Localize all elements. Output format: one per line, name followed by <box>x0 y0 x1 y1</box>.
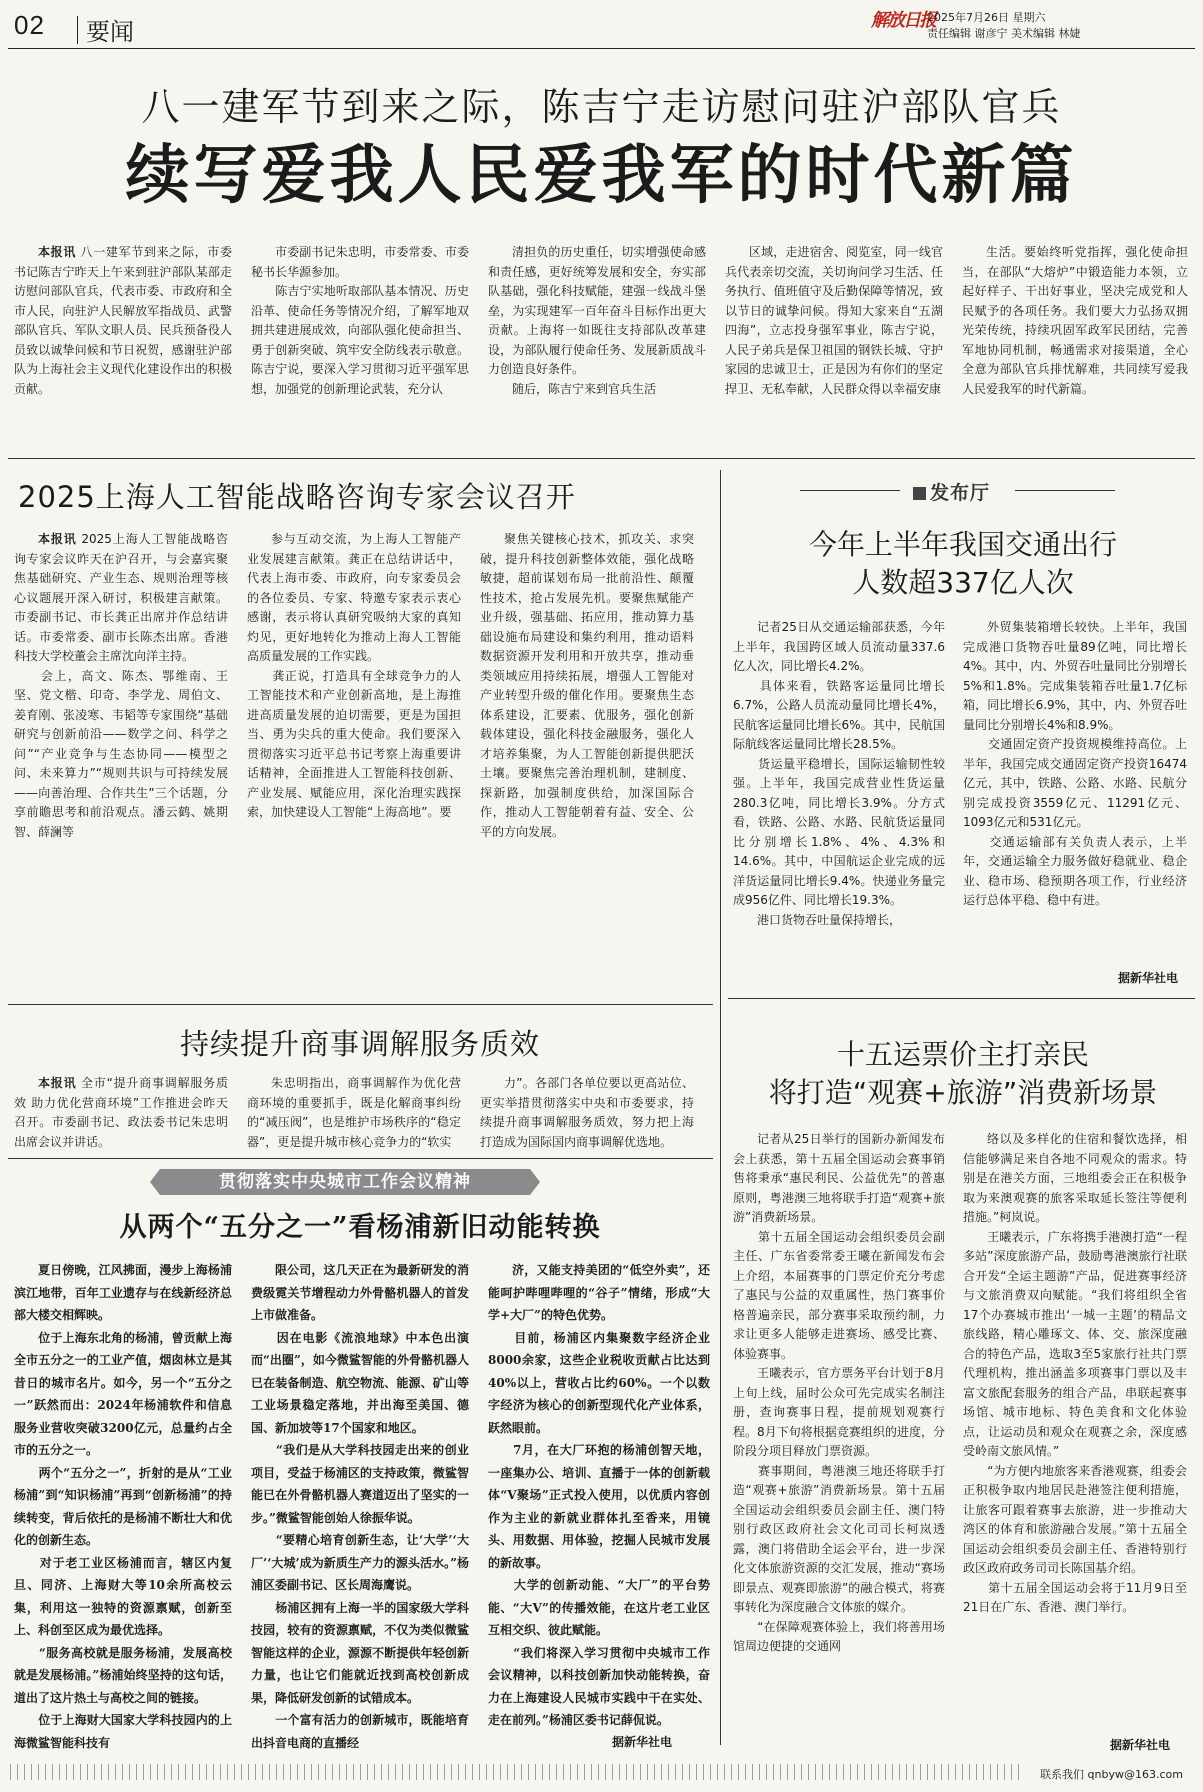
games-col-2: 络以及多样化的住宿和餐饮选择，相信能够满足来自各地不同观众的需求。特别是在港关方面，三地组委会正在积极争取为来澳观赛的旅客采取延长签注等便利措施。”柯岚说。 王曦表示，广东将携手港澳打造“一程多站”深度旅游产品，鼓励粤港澳旅行社联合开发“全运主题游”产品，促进赛事经济与文旅消费双向赋能。“我们将组织全省17个办赛城市推出‘一城一主题’的精品文旅线路，精心雕琢文、体、交、旅深度融合的特色产品，选取3至5家旅行社共门票代理机构，推出涵盖多项赛事门票以及丰富文旅配套服务的组合产品，串联起赛事场馆、城市地标、特色美食和文化体验点，让运动员和观众在观赛之余，深度感受岭南文旅风情。” “为方便内地旅客来香港观赛，组委会正积极争取内地居民赴港签注便利措施，让旅客可跟着赛事去旅游，进一步推动大湾区的体育和旅游融合发展。”第十五届全国运动会组织委员会副主任、香港特别行政区政府政务司司长陈国基介绍。 第十五届全国运动会将于11月9日至21日在广东、香港、澳门举行。 <box>963 1132 1187 1614</box>
lead-col-4: 区域，走进宿舍、阅览室，同一线官兵代表亲切交流，关切询问学习生活、任务执行、值班值守及后勤保障等情况，致以节日的诚挚问候。得知大家来自“五湖四海”，立志投身强军事业，陈吉宁说，人民子弟兵是保卫祖国的钢铁长城、守护家园的忠诚卫士，正是因为有你们的坚定捍卫、无私奉献，人民群众得以幸福安康 <box>725 245 943 396</box>
mediation-headline: 持续提升商事调解服务质效 <box>179 1027 540 1061</box>
games-col-1: 记者从25日举行的国新办新闻发布会上获悉，第十五届全国运动会赛事销售将秉承“惠民利民、公益优先”的普惠原则，粤港澳三地将联手打造“观赛+旅游”消费新场景。 第十五届全国运动会组织委员会副主任、广东省委常委王曦在新闻发布会上介绍，本届赛事的门票定价充分考虑了惠民与公益的双重属性，热门赛事价格普遍亲民，部分赛事采取预约制，力求让更多人能够走进赛场、感受比赛、体验赛事。 王曦表示，官方票务平台计划于8月上旬上线，届时公众可先完成实名制注册，查询赛事日程，提前规划观赛行程。8月下旬将根据竞赛组织的进度，分阶段分项目释放门票资源。 赛事期间，粤港澳三地还将联手打造“观赛+旅游”消费新场景。第十五届全国运动会组织委员会副主任、澳门特别行政区政府社会文化司司长柯岚透露，澳门将借助全运会平台，进一步深化文体旅游资源的交汇发展，推动“赛场即景点、观赛即旅游”的融合模式，将赛事转化为深度融合文体旅的媒介。 “在保障观赛体验上，我们将善用场馆周边便捷的交通网 <box>733 1132 945 1653</box>
footer-contact: 联系我们 qnbyw@163.com <box>1040 1768 1183 1781</box>
transport-col-2: 外贸集装箱增长较快。上半年，我国完成港口货物吞吐量89亿吨，同比增长4%。其中，内、外贸吞吐量同比分别增长5%和1.8%。完成集装箱吞吐量1.7亿标箱，同比增长6.9%，其中，内、外贸吞吐量同比分别增长4%和8.9%。 交通固定资产投资规模维持高位。上半年，我国完成交通固定资产投资16474亿元，其中，铁路、公路、水路、民航分别完成投资3559亿元、11291亿元、1093亿元和531亿元。 交通运输部有关负责人表示，上半年，交通运输全力服务做好稳就业、稳企业、稳市场、稳预期各项工作，行业经济运行总体平稳、稳中有进。 <box>963 620 1187 907</box>
square-icon <box>913 487 926 500</box>
ai-headline: 2025上海人工智能战略咨询专家会议召开 <box>18 480 576 514</box>
header-separator <box>77 16 78 44</box>
mediation-bottom-rule <box>8 1158 713 1159</box>
section-name: 要闻 <box>86 18 134 46</box>
lead-headline: 续写爱我人民爱我军的时代新篇 <box>125 139 1078 213</box>
yangpu-headline: 从两个“五分之一”看杨浦新旧动能转换 <box>119 1212 601 1243</box>
fabu-rule-left <box>800 490 900 491</box>
column-divider <box>720 470 721 1745</box>
transport-headline-2: 人数超337亿人次 <box>852 566 1074 599</box>
lead-kicker: 八一建军节到来之际，陈吉宁走访慰问驻沪部队官兵 <box>141 85 1062 129</box>
footer-barcode <box>10 1764 1020 1780</box>
lead-col-2: 市委副书记朱忠明，市委常委、市委秘书长华源参加。 陈吉宁实地听取部队基本情况、历史沿革、使命任务等情况介绍，了解军地双拥共建进展成效，向部队强化使命担当、勇于创新突破、筑牢安全防线表示敬意。陈吉宁说，要深入学习贯彻习近平强军思想，加强党的创新理论武装，充分认 <box>251 245 469 396</box>
fabu-tag <box>913 478 990 505</box>
fabu-rule-right <box>1015 490 1115 491</box>
games-headline <box>728 1036 1198 1112</box>
series-banner: 贯彻落实中央城市工作会议精神 <box>160 1169 530 1195</box>
lead-col-5: 生活。要始终听党指挥，强化使命担当，在部队“大熔炉”中锻造能力本领，立起好样子、干出好事业，坚决完成党和人民赋予的各项任务。我们要大力弘扬双拥光荣传统，持续巩固军政军民团结，完善军地协同机制，畅通需求对接渠道，全心全意为部队官兵排忧解难，共同续写爱我人民爱我军的时代新篇。 <box>962 245 1188 396</box>
dateline <box>927 10 1081 42</box>
header-rule <box>8 48 1195 49</box>
transport-source: 据新华社电 <box>1118 971 1179 985</box>
yangpu-col-3: 济，又能支持美团的“低空外卖”，还能呵护哔哩哔哩的“谷子”情绪，形成“大学+大厂”的特色优势。 目前，杨浦区内集聚数字经济企业8000余家，这些企业税收贡献占比达到40%以上，营收占比约60%。一个以数字经济为核心的创新型现代化产业体系，跃然眼前。 7月，在大厂环抱的杨浦创智天地，一座集办公、培训、直播于一体的创新载体“V聚场”正式投入使用，以优质内容创作为主业的新就业群体扎至香来，用镜头、用数据、用体验，挖掘人民城市发展的新故事。 大学的创新动能、“大厂”的平台势能、“大V”的传播效能，在这片老工业区互相交织、彼此赋能。 “我们将深入学习贯彻中央城市工作会议精神，以科技创新加快动能转换，奋力在上海建设人民城市实践中干在实处、走在前列。”杨浦区委书记薛侃说。 <box>488 1263 710 1727</box>
ai-bottom-rule <box>8 1004 713 1005</box>
page-number: 02 <box>14 10 45 40</box>
ai-col-1: 本报讯 2025上海人工智能战略咨询专家会议昨天在沪召开，与会嘉宾聚焦基础研究、产业生态、规则治理等核心议题展开深入研讨，积极建言献策。市委副书记、市长龚正出席并作总结讲话。市委常委、副市长陈杰出席。香港科技大学校董会主席沈向洋主持。 会上，高文、陈杰、鄂维南、王坚、党文楷、印奇、李学龙、周伯文、姜育刚、张凌寒、韦韬等专家围绕“基础研究与创新前沿——数学之问、科学之问”“产业竞争与生态协同——模型之问、未来算力”“规则共识与可持续发展——向善治理、合作共生”三个话题，分享前瞻思考和前沿观点。潘云鹤、姚期智、薛澜等 <box>14 532 228 839</box>
transport-bottom-rule <box>728 998 1195 999</box>
ai-col-2: 参与互动交流，为上海人工智能产业发展建言献策。龚正在总结讲话中，代表上海市委、市政府，向专家委员会的各位委员、专家、特邀专家表示衷心感谢，表示将认真研究吸纳大家的真知灼见，更好地转化为推动上海人工智能高质量发展的工作实践。 龚正说，打造具有全球竞争力的人工智能技术和产业创新高地，是上海推进高质量发展的迫切需要，更是为国担当、勇为尖兵的重大使命。我们要深入贯彻落实习近平总书记考察上海重要讲话精神，全面推进人工智能科技创新、产业发展、赋能应用，深化治理实践探索，加快建设人工智能“上海高地”。要 <box>247 532 461 819</box>
games-headline-2: 将打造“观赛+旅游”消费新场景 <box>768 1076 1158 1109</box>
publish-date: 2025年7月26日 星期六 <box>927 11 1046 24</box>
lead-bottom-rule <box>8 458 1195 459</box>
transport-headline <box>728 526 1198 602</box>
games-headline-1: 十五运票价主打亲民 <box>836 1038 1089 1071</box>
mediation-col-1: 本报讯 全市“提升商事调解服务质效 助力优化营商环境”工作推进会昨天召开。市委副书记、政法委书记朱忠明出席会议并讲话。 <box>14 1076 228 1149</box>
mediation-col-3: 力”。各部门各单位要以更高站位、更实举措贯彻落实中央和市委要求，持续提升商事调解服务质效，努力把上海打造成为国际国内商事调解优选地。 <box>480 1076 694 1149</box>
yangpu-source: 据新华社电 <box>612 1735 673 1749</box>
lead-col-1: 本报讯 八一建军节到来之际，市委书记陈吉宁昨天上午来到驻沪部队某部走访慰问部队官兵，代表市委、市政府和全市人民，向驻沪人民解放军指战员、武警部队官兵、军队文职人员、民兵预备役人员致以诚挚问候和节日祝贺，感谢驻沪部队为上海社会主义现代化建设作出的积极贡献。 <box>14 245 232 396</box>
lead-col-3: 清担负的历史重任，切实增强使命感和责任感，更好统筹发展和安全，夯实部队基础，强化科技赋能，建强一线战斗堡垒，为实现建军一百年奋斗目标作出更大贡献。上海将一如既往支持部队改革建设，为部队履行使命任务、发展新质战斗力创造良好条件。 随后，陈吉宁来到官兵生活 <box>488 245 706 396</box>
editors-credit: 责任编辑 谢彦宁 美术编辑 林婕 <box>927 27 1081 40</box>
yangpu-col-2: 限公司，这几天正在为最新研发的消费级霓关节增程动力外骨骼机器人的首发上市做准备。 因在电影《流浪地球》中本色出演而“出圈”，如今微鲨智能的外骨骼机器人已在装备制造、航空物流、能源、矿山等工业场景稳定落地，并出海至美国、德国、新加坡等17个国家和地区。 “我们是从大学科技园走出来的创业项目，受益于杨浦区的支持政策，微鲨智能已在外骨骼机器人赛道迈出了坚实的一步。”微鲨智能创始人徐振华说。 “要精心培育创新生态，让‘大学’‘大厂’‘大城’成为新质生产力的源头活水。”杨浦区委副书记、区长周海鹰说。 杨浦区拥有上海一半的国家级大学科技园，较有的资源禀赋，不仅为类似微鲨智能这样的企业，源源不断提供年轻创新力量，也让它们能就近找到高校创新成果，降低研发创新的试错成本。 一个富有活力的创新城市，既能培育出抖音电商的直播经 <box>251 1263 469 1750</box>
fabu-label: 发布厅 <box>930 482 991 504</box>
games-source: 据新华社电 <box>1110 1738 1171 1752</box>
yangpu-col-1: 夏日傍晚，江风拂面，漫步上海杨浦滨江地带，百年工业遗存与在线新经济总部大楼交相辉映。 位于上海东北角的杨浦，曾贡献上海全市五分之一的工业产值，烟囱林立是其昔日的城市名片。如今，另一个“五分之一”跃然而出：2024年杨浦软件和信息服务业营收突破3200亿元，总量约占全市的五分之一。 两个“五分之一”，折射的是从“工业杨浦”到“知识杨浦”再到“创新杨浦”的持续转变，背后依托的是杨浦不断壮大和优化的创新生态。 对于老工业区杨浦而言，辖区内复旦、同济、上海财大等10余所高校云集，利用这一独特的资源禀赋，创新至上、科创至区成为最优选择。 “服务高校就是服务杨浦，发展高校就是发展杨浦。”杨浦始终坚持的这句话，道出了这片热土与高校之间的链接。 位于上海财大国家大学科技园内的上海微鲨智能科技有 <box>14 1263 232 1750</box>
mediation-col-2: 朱忠明指出，商事调解作为优化营商环境的重要抓手，既是化解商事纠纷的“减压阀”，也是维护市场秩序的“稳定器”，更是提升城市核心竞争力的“软实 <box>247 1076 461 1149</box>
newspaper-logo: 解放日报 <box>871 10 935 31</box>
ai-col-3: 聚焦关键核心技术，抓攻关、求突破，提升科技创新整体效能，强化战略敏捷，超前谋划布局一批前沿性、颠覆性技术，抢占发展先机。要聚焦赋能产业升级，强基础、拓应用，推动算力基础设施布局建设和集约利用，推动语料数据资源开发利用和开放共享，推动垂类领域应用持续拓展，增强人工智能对产业转型升级的催化作用。要聚焦生态体系建设，汇要素、优服务，强化创新载体建设，强化科技金融服务，强化人才培养集聚，为人工智能创新提供肥沃土壤。要聚焦完善治理机制，建制度、探新路，加强制度供给，加深国际合作，推动人工智能朝着有益、安全、公平的方向发展。 <box>480 532 694 839</box>
transport-col-1: 记者25日从交通运输部获悉，今年上半年，我国跨区域人员流动量337.6亿人次，同比增长4.2%。 具体来看，铁路客运量同比增长6.7%，公路人员流动量同比增长4%，民航客运量同比增长6%。其中，民航国际航线客运量同比增长28.5%。 货运量平稳增长，国际运输韧性较强。上半年，我国完成营业性货运量280.3亿吨，同比增长3.9%。分方式看，铁路、公路、水路、民航货运量同比分别增长1.8%、4%、4.3%和14.6%。其中，中国航运企业完成的远洋货运量同比增长9.4%。快递业务量完成956亿件、同比增长19.3%。 港口货物吞吐量保持增长， <box>733 620 945 927</box>
transport-headline-1: 今年上半年我国交通出行 <box>808 528 1117 561</box>
